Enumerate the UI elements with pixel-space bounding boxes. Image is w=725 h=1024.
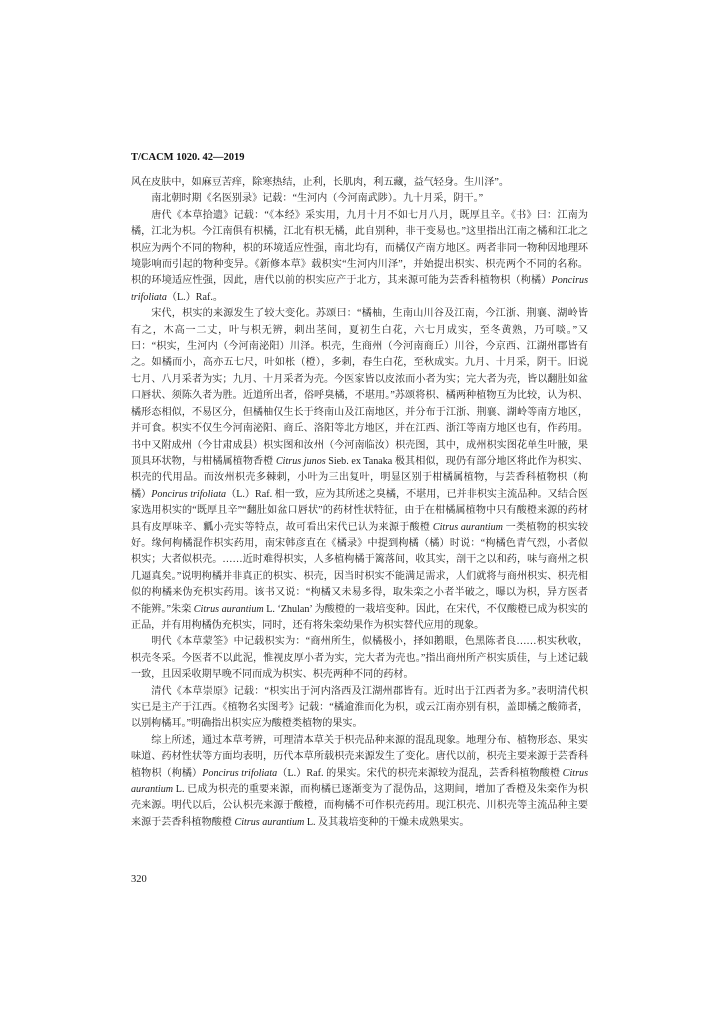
standard-number-header: T/CACM 1020. 42—2019: [131, 152, 245, 163]
species-name: Poncirus trifoliata: [151, 488, 227, 500]
text-run: （L.）Raf. 相一致，应为其所述之臭橘，不堪用，已并非枳实主流品种。又结合医家选用枳实的“既厚且辛”“翻肚如盆口唇状”的药材性状特征，由于在柑橘属植物中只有酸橙来源的药材具有皮厚味辛、瓤小壳实等特点，故可看出宋代已认为来源于酸橙: [131, 488, 589, 533]
paragraph-tang-dynasty: [131, 208, 588, 306]
species-name: Poncirus trifoliata: [202, 767, 278, 779]
species-name: Citrus aurantium: [193, 603, 264, 615]
species-name: Citrus junos: [275, 455, 326, 467]
species-name: Citrus aurantium: [234, 816, 305, 828]
text-run: Sieb. ex Tanaka 极其相似，现仍有部分地区将此作为枳实、枳壳的代用品。而汝州枳壳多棘刺，小叶为三出复叶，明显区别于柑橘属植物，与芸香科植物枳（枸橘）: [131, 455, 588, 500]
text-run: L. 已成为枳壳的重要来源，而枸橘已逐渐变为了混伪品，这期间，增加了香橙及朱栾作为枳壳来源。明代以后，公认枳壳来源于酸橙，而枸橘不可作枳壳药用。现江枳壳、川枳壳等主流品种主要来源于芸香科植物酸橙: [131, 784, 588, 828]
text-run: 风在皮肤中，如麻豆苦痒，除寒热结，止利，长肌肉，利五藏，益气轻身。生川泽”。: [131, 177, 509, 188]
paragraph-summary: [131, 733, 588, 831]
text-run: 唐代《本草拾遗》记载：“《本经》采实用，九月十月不如七月八月，既厚且辛。《书》曰：江南为橘，江北为枳。今江南俱有枳橘，江北有枳无橘，此自别种，非干变易也。”这里指出江南之橘和江北之枳应为两个不同的物种，枳的环境适应性强，南北均有，而橘仅产南方地区。两者非同一物种因地理环境影响而引起的物种变异。《新修本草》载枳实“生河内川泽”，并始提出枳实、枳壳两个不同的名称。枳的环境适应性强，因此，唐代以前的枳实应产于北方，其来源可能为芸香科植物枳（枸橘）: [131, 209, 588, 287]
document-body: [131, 175, 588, 831]
text-run: 宋代，枳实的来源发生了较大变化。苏颂曰：“橘柚，生南山川谷及江南，今江浙、荆襄、湖岭皆有之，木高一二丈，叶与枳无辨，刺出茎间，夏初生白花，六七月成实，至冬黄熟，乃可啖。”又曰：“枳实，生河内（今河南泌阳）川泽。枳壳，生商州（今河南商丘）川谷，今京西、江湖州郡皆有之。如橘而小，高亦五七尺，叶如枨（橙），多刺，春生白花，至秋成实。九月、十月采，阴干。旧说七月、八月采者为实；九月、十月采者为壳。今医家皆以皮浓而小者为实；完大者为壳，皆以翻肚如盆口唇状、须陈久者为胜。近道所出者，俗呼臭橘，不堪用。”苏颂将枳、橘两种植物互为比较，认为枳、橘形态相似，不易区分，但橘柚仅生长于终南山及江南地区，并分布于江浙、荆襄、湖岭等南方地区，并可食。枳实不仅生今河南泌阳、商丘、洛阳等北方地区，并在江西、浙江等南方地区也有，作药用。书中又附成州（今甘肃成县）枳实图和汝州（今河南临汝）枳壳图，其中，成州枳实图花单生叶腋，果顶具环状物，与柑橘属植物香橙: [131, 308, 588, 467]
paragraph-nanbeichao: [131, 191, 588, 207]
text-run: （L.）Raf.。: [166, 291, 223, 303]
text-run: L. 及其栽培变种的干燥未成熟果实。: [304, 816, 470, 828]
paragraph-qing-dynasty: [131, 684, 588, 733]
paragraph-song-dynasty: [131, 306, 588, 634]
page-number: 320: [131, 874, 147, 885]
species-name: Poncirus trifoliata: [131, 275, 588, 303]
text-run: 南北朝时期《名医别录》记载：“生河内（今河南武陟）。九十月采，阴干。”: [151, 193, 484, 205]
text-run: 一类植物的枳实较好。缘何枸橘混作枳实药用，南宋韩彦直在《橘录》中提到枸橘（橘）时说：“枸橘色青气烈，小者似枳实；大者似枳壳。……近时难得枳实，人多植枸橘于篱落间，收其实，剖干之以和药，味与商州之枳几逼真矣。”说明枸橘并非真正的枳实、枳壳，因当时枳实不能满足需求，人们就将与商州枳实、枳壳相似的枸橘来伪充枳实药用。该书又说：“枸橘又未易多得，取朱栾之小者半破之，曝以为枳，异方医者不能辨。”朱栾: [131, 521, 588, 615]
text-run: 综上所述，通过本草考辨，可理清本草关于枳壳品种来源的混乱现象。地理分布、植物形态、果实味道、药材性状等方面均表明，历代本草所载枳壳来源发生了变化。唐代以前，枳壳主要来源于芸香科植物枳（枸橘）: [131, 734, 588, 779]
text-run: （L.）Raf. 的果实。宋代的枳壳来源较为混乱，芸香科植物酸橙: [277, 767, 563, 779]
species-name: Citrus aurantium: [432, 521, 503, 533]
text-run: L. ‘Zhulan’ 为酸橙的一栽培变种。因此，在宋代，不仅酸橙已成为枳实的正品，并有用枸橘伪充枳实，同时，还有将朱栾幼果作为枳实替代应用的现象。: [131, 603, 588, 631]
paragraph-ming-dynasty: [131, 634, 588, 683]
text-run: 明代《本草蒙筌》中记载枳实为：“商州所生，似橘极小，择如鹅眼，色黑陈者良……枳实秋收，枳壳冬采。今医者不以此泥，惟视皮厚小者为实，完大者为壳也。”指出商州所产枳实质佳，与上述记载一致，且因采收期早晚不同而成为枳实、枳壳两种不同的药材。: [131, 636, 588, 681]
text-run: 清代《本草崇原》记载：“枳实出于河内洛西及江湖州郡皆有。近时出于江西者为多。”表明清代枳实已是主产于江西。《植物名实图考》记载：“橘逾淮而化为枳，或云江南亦别有枳，盖即橘之酸筛者，以别枸橘耳。”明确指出枳实应为酸橙类植物的果实。: [131, 685, 588, 730]
paragraph-continuation: [131, 175, 588, 191]
species-name: Citrus aurantium: [131, 767, 588, 796]
